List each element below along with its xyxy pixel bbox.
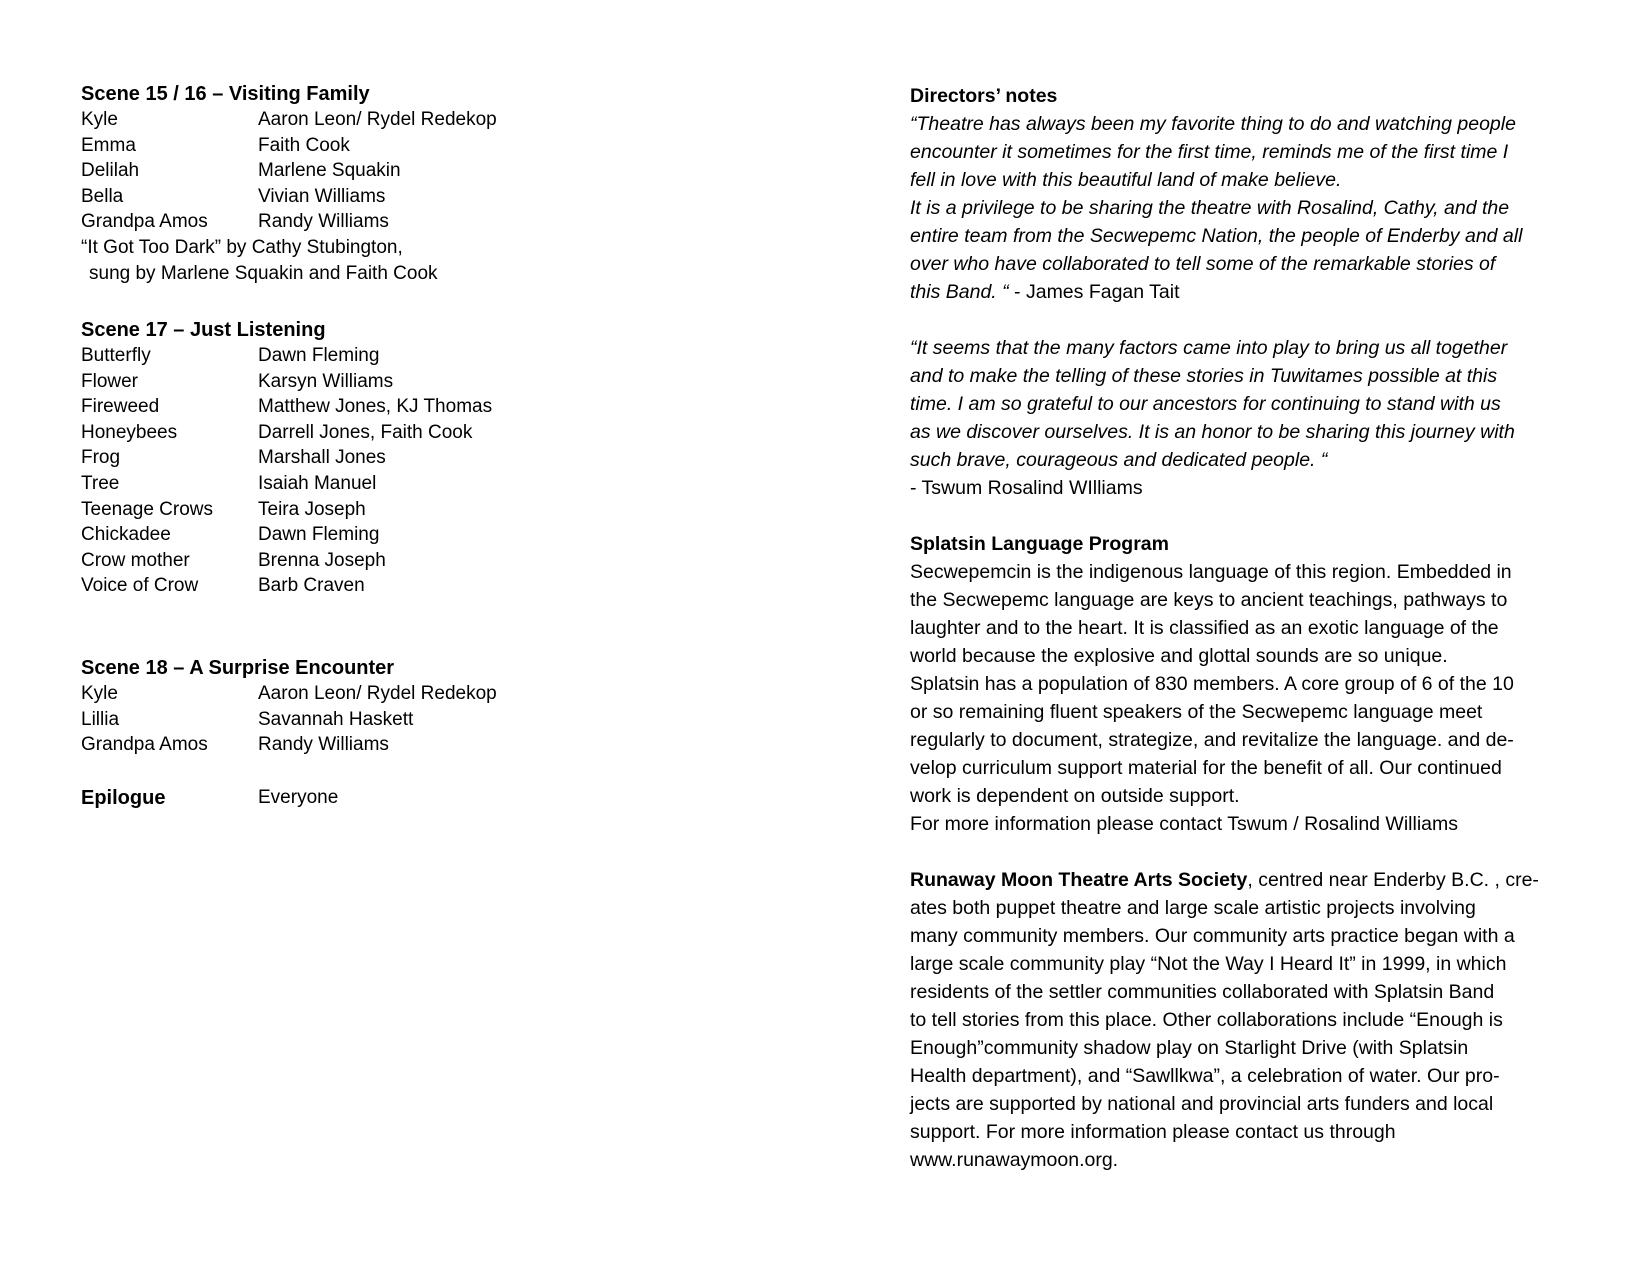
blank-line: [910, 306, 1590, 334]
quote-line: It is a privilege to be sharing the theatre with Rosalind, Cathy, and the: [910, 197, 1510, 219]
cast-row: [81, 497, 641, 523]
cast-actor: Teira Joseph: [258, 498, 366, 520]
cast-role: Teenage Crows: [81, 498, 214, 520]
cast-role: Emma: [81, 134, 136, 156]
scene-17-title: Scene 17 – Just Listening: [81, 319, 326, 341]
paragraph-line: or so remaining fluent speakers of the Secwepemc language meet: [910, 701, 1483, 723]
cast-row: [81, 548, 641, 574]
paragraph-line: Splatsin has a population of 830 members. A core group of 6 of the 10: [910, 673, 1514, 695]
quote-line-with-attribution: [910, 278, 1590, 306]
cast-row: [81, 133, 641, 159]
scene-15-16-title: Scene 15 / 16 – Visiting Family: [81, 83, 370, 105]
song-performers-line: sung by Marlene Squakin and Faith Cook: [89, 262, 438, 284]
directors-notes-title: Directors’ notes: [910, 85, 1058, 107]
paragraph-line: Secwepemcin is the indigenous language of this region. Embedded in: [910, 561, 1512, 583]
paragraph-first-line: [910, 866, 1590, 894]
cast-actor: Marlene Squakin: [258, 160, 401, 182]
cast-row: [81, 184, 641, 210]
paragraph-line: support. For more information please contact us through: [910, 1121, 1396, 1143]
splatsin-section: [910, 530, 1590, 838]
quote-line: over who have collaborated to tell some of the remarkable stories of: [910, 253, 1496, 275]
cast-role: Frog: [81, 447, 121, 469]
cast-row: [81, 573, 641, 599]
cast-actor: Dawn Fleming: [258, 345, 380, 366]
cast-actor: Aaron Leon/ Rydel Redekop: [258, 109, 497, 130]
website-line: www.runawaymoon.org.: [910, 1149, 1119, 1171]
paragraph-line: velop curriculum support material for the benefit of all. Our continued: [910, 757, 1502, 779]
cast-role: Honeybees: [81, 421, 178, 443]
paragraph-line: Enough”community shadow play on Starlight Drive (with Splatsin: [910, 1037, 1469, 1059]
directors-notes-section: [910, 82, 1590, 502]
cast-row: [81, 209, 641, 235]
cast-row: [81, 471, 641, 497]
cast-actor: Savannah Haskett: [258, 708, 414, 730]
cast-row: [81, 107, 641, 133]
cast-row: [81, 369, 641, 395]
cast-actor: Karsyn Williams: [258, 370, 394, 392]
cast-actor: Brenna Joseph: [258, 549, 386, 571]
paragraph-line: ates both puppet theatre and large scale artistic projects involving: [910, 897, 1476, 919]
splatsin-title: Splatsin Language Program: [910, 533, 1169, 555]
paragraph-line-rest: , centred near Enderby B.C. , cre-: [1247, 869, 1539, 891]
paragraph-line: jects are supported by national and provincial arts funders and local: [910, 1093, 1494, 1115]
paragraph-line: residents of the settler communities collaborated with Splatsin Band: [910, 981, 1495, 1003]
quote-line: as we discover ourselves. It is an honor to be sharing this journey with: [910, 421, 1515, 443]
paragraph-line: the Secwepemc language are keys to ancient teachings, pathways to: [910, 589, 1508, 611]
scene-18-title: Scene 18 – A Surprise Encounter: [81, 657, 395, 679]
cast-actor: Dawn Fleming: [258, 524, 380, 546]
quote-line: time. I am so grateful to our ancestors for continuing to stand with us: [910, 393, 1501, 415]
paragraph-line: many community members. Our community arts practice began with a: [910, 925, 1515, 947]
cast-actor: Isaiah Manuel: [258, 472, 377, 494]
cast-row: [81, 343, 641, 369]
cast-row: [81, 522, 641, 548]
quote-line: entire team from the Secwepemc Nation, the people of Enderby and all: [910, 225, 1523, 247]
cast-row: [81, 681, 641, 707]
paragraph-line: large scale community play “Not the Way I Heard It” in 1999, in which: [910, 953, 1507, 975]
quote-attribution: - James Fagan Tait: [1008, 281, 1180, 303]
scene-18-section: [81, 656, 641, 758]
cast-row: [81, 158, 641, 184]
paragraph-line: laughter and to the heart. It is classified as an exotic language of the: [910, 617, 1499, 639]
quote-line-end: this Band. “: [910, 281, 1009, 303]
cast-actor: Faith Cook: [258, 134, 350, 156]
quote-line: encounter it sometimes for the first time, reminds me of the first time I: [910, 141, 1509, 163]
epilogue-label: Epilogue: [81, 787, 166, 809]
left-page: [81, 0, 641, 1275]
paragraph-line: work is dependent on outside support.: [910, 785, 1240, 807]
paragraph-line: world because the explosive and glottal sounds are so unique.: [910, 645, 1448, 667]
cast-actor: Aaron Leon/ Rydel Redekop: [258, 683, 497, 704]
cast-role: Bella: [81, 185, 124, 207]
cast-role: Delilah: [81, 160, 140, 182]
paragraph-line: Health department), and “Sawllkwa”, a celebration of water. Our pro-: [910, 1065, 1500, 1087]
cast-role: Grandpa Amos: [81, 734, 208, 756]
cast-row: [81, 394, 641, 420]
cast-role: Flower: [81, 370, 139, 392]
cast-role: Crow mother: [81, 549, 190, 571]
quote-attribution: - Tswum Rosalind WIlliams: [910, 477, 1143, 499]
cast-role: Grandpa Amos: [81, 211, 208, 233]
cast-actor: Barb Craven: [258, 575, 365, 597]
scene-15-16-section: [81, 82, 641, 286]
quote-line: “It seems that the many factors came into play to bring us all together: [910, 337, 1508, 359]
cast-actor: Matthew Jones, KJ Thomas: [258, 396, 493, 418]
cast-row: [81, 420, 641, 446]
cast-row: [81, 732, 641, 758]
paragraph-line: to tell stories from this place. Other collaborations include “Enough is: [910, 1009, 1503, 1031]
scene-17-section: [81, 318, 641, 599]
runaway-moon-section: [910, 866, 1590, 1174]
cast-actor: Randy Williams: [258, 211, 389, 233]
cast-actor: Vivian Williams: [258, 185, 386, 207]
epilogue-row: [81, 784, 641, 812]
cast-row: [81, 445, 641, 471]
cast-actor: Randy Williams: [258, 734, 389, 756]
cast-role: Voice of Crow: [81, 575, 199, 597]
cast-role: Tree: [81, 472, 120, 494]
cast-row: [81, 707, 641, 733]
cast-role: Butterfly: [81, 345, 151, 366]
runaway-moon-title: Runaway Moon Theatre Arts Society: [910, 869, 1248, 891]
cast-role: Kyle: [81, 109, 118, 130]
cast-role: Lillia: [81, 708, 120, 730]
cast-role: Fireweed: [81, 396, 160, 418]
cast-role: Kyle: [81, 683, 118, 704]
cast-role: Chickadee: [81, 524, 171, 546]
quote-line: and to make the telling of these stories in Tuwitames possible at this: [910, 365, 1498, 387]
quote-line: fell in love with this beautiful land of make believe.: [910, 169, 1342, 191]
quote-line: such brave, courageous and dedicated people. “: [910, 449, 1328, 471]
cast-actor: Darrell Jones, Faith Cook: [258, 421, 473, 443]
song-credit-line: “It Got Too Dark” by Cathy Stubington,: [81, 236, 403, 258]
paragraph-line: For more information please contact Tswum / Rosalind Williams: [910, 813, 1458, 835]
epilogue-value: Everyone: [258, 787, 339, 808]
paragraph-line: regularly to document, strategize, and revitalize the language. and de-: [910, 729, 1514, 751]
cast-actor: Marshall Jones: [258, 447, 386, 469]
quote-line: “Theatre has always been my favorite thing to do and watching people: [910, 113, 1516, 135]
right-page: [910, 0, 1590, 1275]
